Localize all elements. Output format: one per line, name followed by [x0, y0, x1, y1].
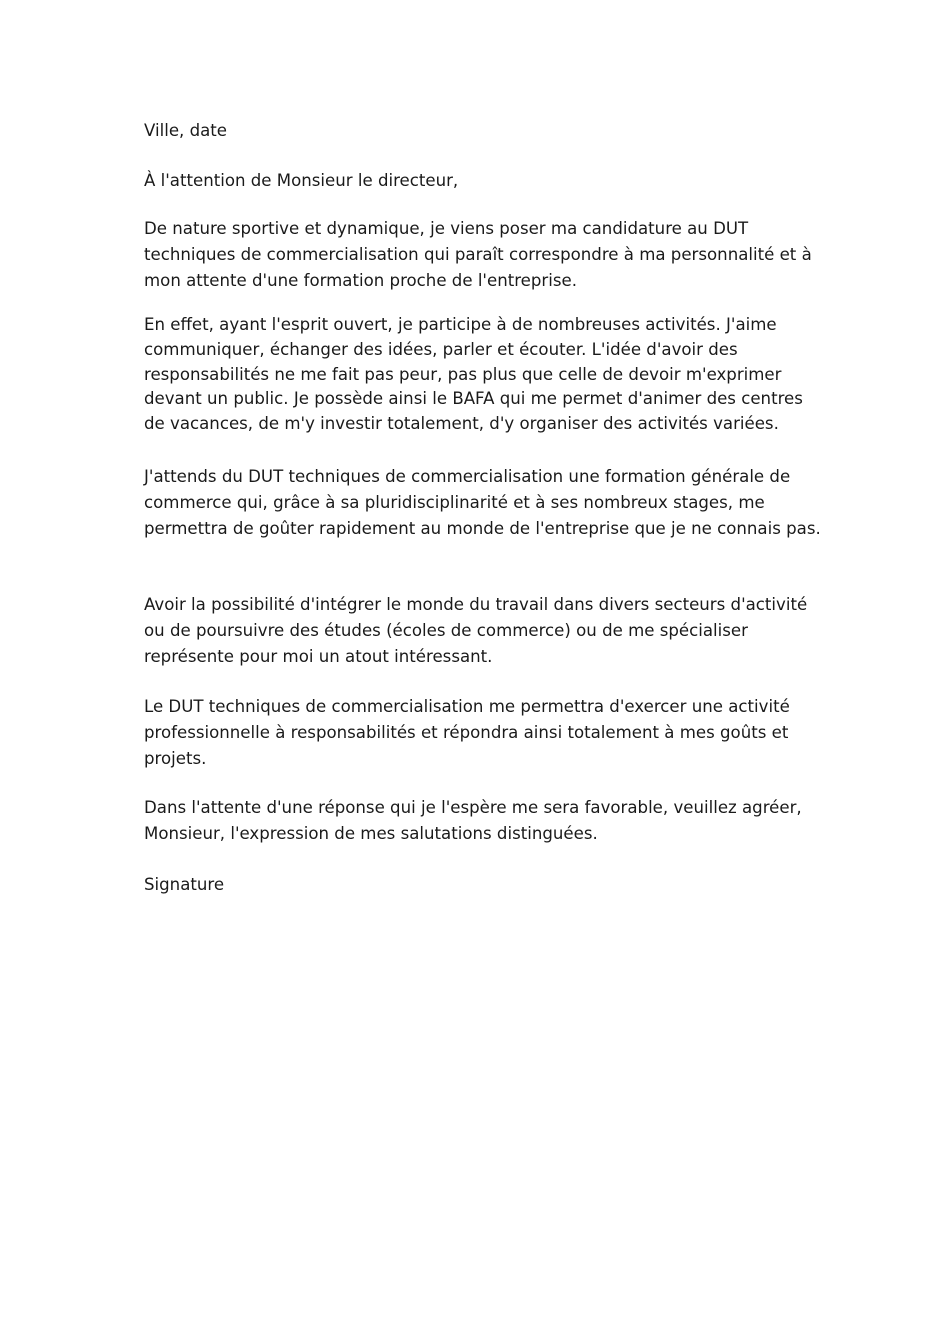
paragraph-expectations: J'attends du DUT techniques de commercialisation une formation générale de commerce qui, grâce à sa pluridisciplinarité et à ses nombreux stages, me permettra de goûter rapidement au monde de l'entreprise que je ne connais pas. [144, 467, 821, 538]
paragraph-intro: De nature sportive et dynamique, je viens poser ma candidature au DUT techniques de commercialisation qui paraît correspondre à ma personnalité et à mon attente d'une formation proche de l'entreprise. [144, 219, 812, 290]
paragraph-closing: Dans l'attente d'une réponse qui je l'espère me sera favorable, veuillez agréer, Monsieur, l'expression de mes salutations distinguées. [144, 798, 802, 843]
paragraph-qualities: En effet, ayant l'esprit ouvert, je participe à de nombreuses activités. J'aime communiquer, échanger des idées, parler et écouter. L'idée d'avoir des responsabilités ne me fait pas peur, pas plus que celle de devoir m'exprimer devant un public. Je possède ainsi le BAFA qui me permet d'animer des centres de vacances, de m'y investir totalement, d'y organiser des activités variées. [144, 315, 803, 434]
paragraph-opportunities: Avoir la possibilité d'intégrer le monde du travail dans divers secteurs d'activité ou de poursuivre des études (écoles de commerce) ou de me spécialiser représente pour moi un atout intéressant. [144, 595, 808, 666]
paragraph-goals: Le DUT techniques de commercialisation me permettra d'exercer une activité professionnelle à responsabilités et répondra ainsi totalement à mes goûts et projets. [144, 697, 790, 768]
recipient-salutation: À l'attention de Monsieur le directeur, [144, 171, 459, 190]
signature: Signature [144, 875, 225, 894]
place-date: Ville, date [144, 121, 227, 140]
